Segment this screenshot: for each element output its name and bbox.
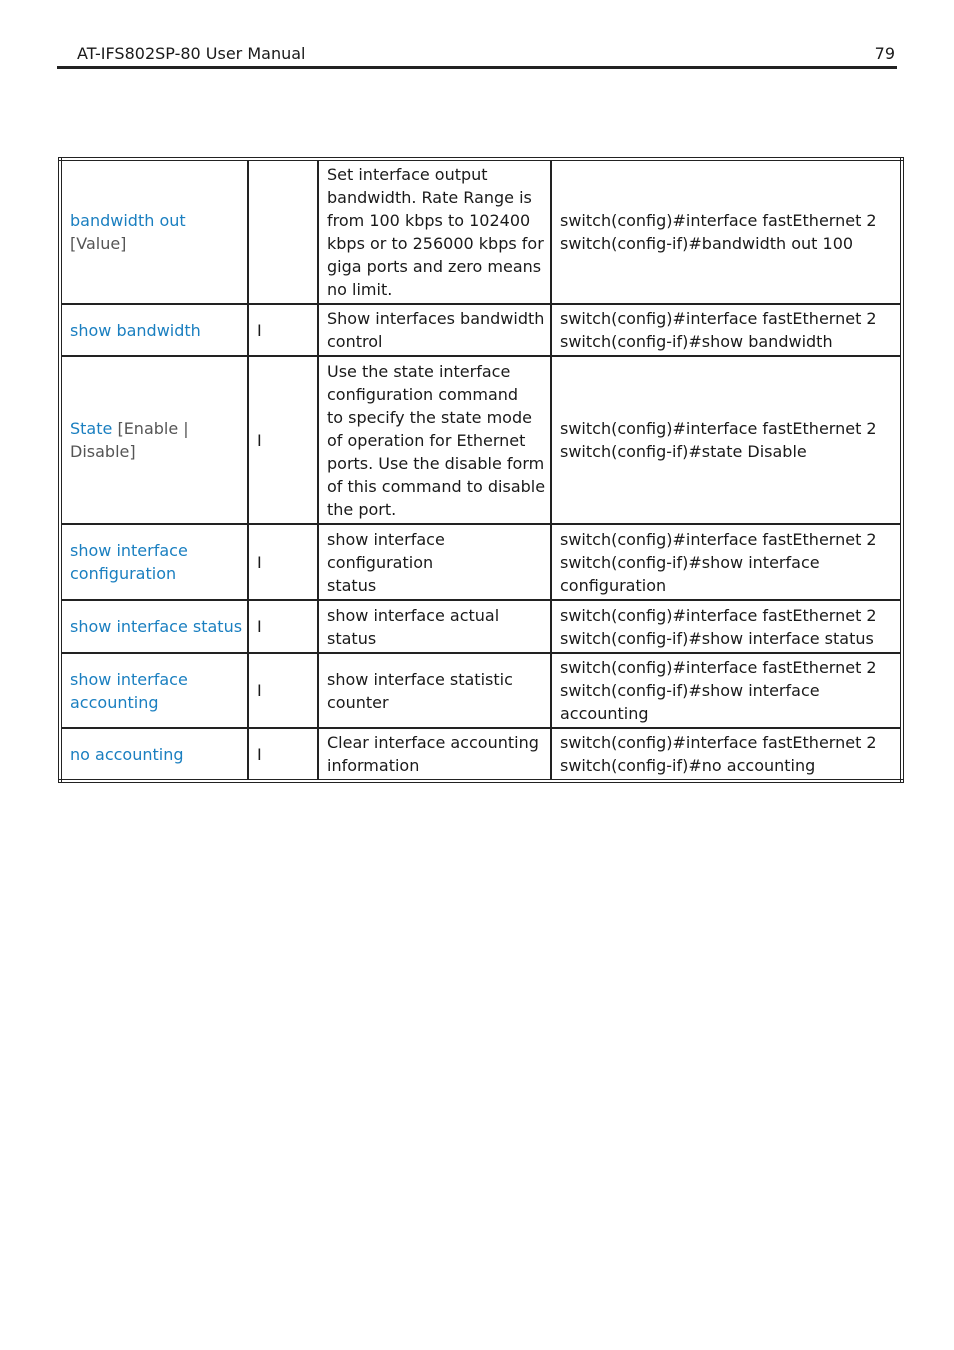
table-row	[60, 600, 902, 653]
mode-cell	[248, 159, 318, 304]
command-cell	[60, 653, 248, 728]
example-cell: switch(config)#interface fastEthernet 2 switch(config-if)#show bandwidth	[551, 304, 902, 356]
command-cell	[60, 159, 248, 304]
command-name: show interface status	[70, 617, 243, 636]
command-args: [Value]	[70, 234, 127, 253]
table-row	[60, 728, 902, 781]
table-row	[60, 356, 902, 524]
page-number: 79	[874, 44, 895, 63]
command-args: [Enable | Disable]	[70, 419, 189, 461]
mode-cell: I	[248, 304, 318, 356]
mode-cell: I	[248, 653, 318, 728]
example-cell: switch(config)#interface fastEthernet 2 switch(config-if)#show interface accounting	[551, 653, 902, 728]
description-cell: Set interface output bandwidth. Rate Range is from 100 kbps to 102400 kbps or to 256000 kbps for giga ports and zero means no limit.	[318, 159, 551, 304]
command-name: show interface accounting	[70, 669, 188, 712]
example-cell: switch(config)#interface fastEthernet 2 switch(config-if)#show interface configuration	[551, 524, 902, 600]
description-cell: Use the state interface configuration command to specify the state mode of operation for Ethernet ports. Use the disable form of this command to disable the port.	[318, 356, 551, 524]
example-cell: switch(config)#interface fastEthernet 2 switch(config-if)#no accounting	[551, 728, 902, 781]
mode-cell: I	[248, 600, 318, 653]
manual-title: AT-IFS802SP-80 User Manual	[77, 44, 306, 63]
example-cell: switch(config)#interface fastEthernet 2 switch(config-if)#show interface status	[551, 600, 902, 653]
description-cell: Clear interface accounting information	[318, 728, 551, 781]
mode-cell: I	[248, 524, 318, 600]
description-cell: show interface statistic counter	[318, 653, 551, 728]
command-cell	[60, 728, 248, 781]
command-name: no accounting	[70, 744, 184, 764]
command-cell	[60, 304, 248, 356]
example-cell: switch(config)#interface fastEthernet 2 switch(config-if)#bandwidth out 100	[551, 159, 902, 304]
command-table	[58, 157, 904, 783]
command-name: show bandwidth	[70, 320, 201, 340]
header-rule	[57, 66, 897, 69]
table-row	[60, 653, 902, 728]
table-row	[60, 524, 902, 600]
table-row	[60, 159, 902, 304]
command-name: bandwidth out	[70, 211, 186, 230]
command-cell	[60, 524, 248, 600]
command-cell	[60, 356, 248, 524]
example-cell: switch(config)#interface fastEthernet 2 switch(config-if)#state Disable	[551, 356, 902, 524]
mode-cell: I	[248, 728, 318, 781]
table-row	[60, 304, 902, 356]
command-name: show interface configuration	[70, 541, 188, 583]
mode-cell: I	[248, 356, 318, 524]
command-cell	[60, 600, 248, 653]
command-name: State	[70, 419, 113, 438]
description-cell: Show interfaces bandwidth control	[318, 304, 551, 356]
description-cell: show interface configuration status	[318, 524, 551, 600]
description-cell: show interface actual status	[318, 600, 551, 653]
